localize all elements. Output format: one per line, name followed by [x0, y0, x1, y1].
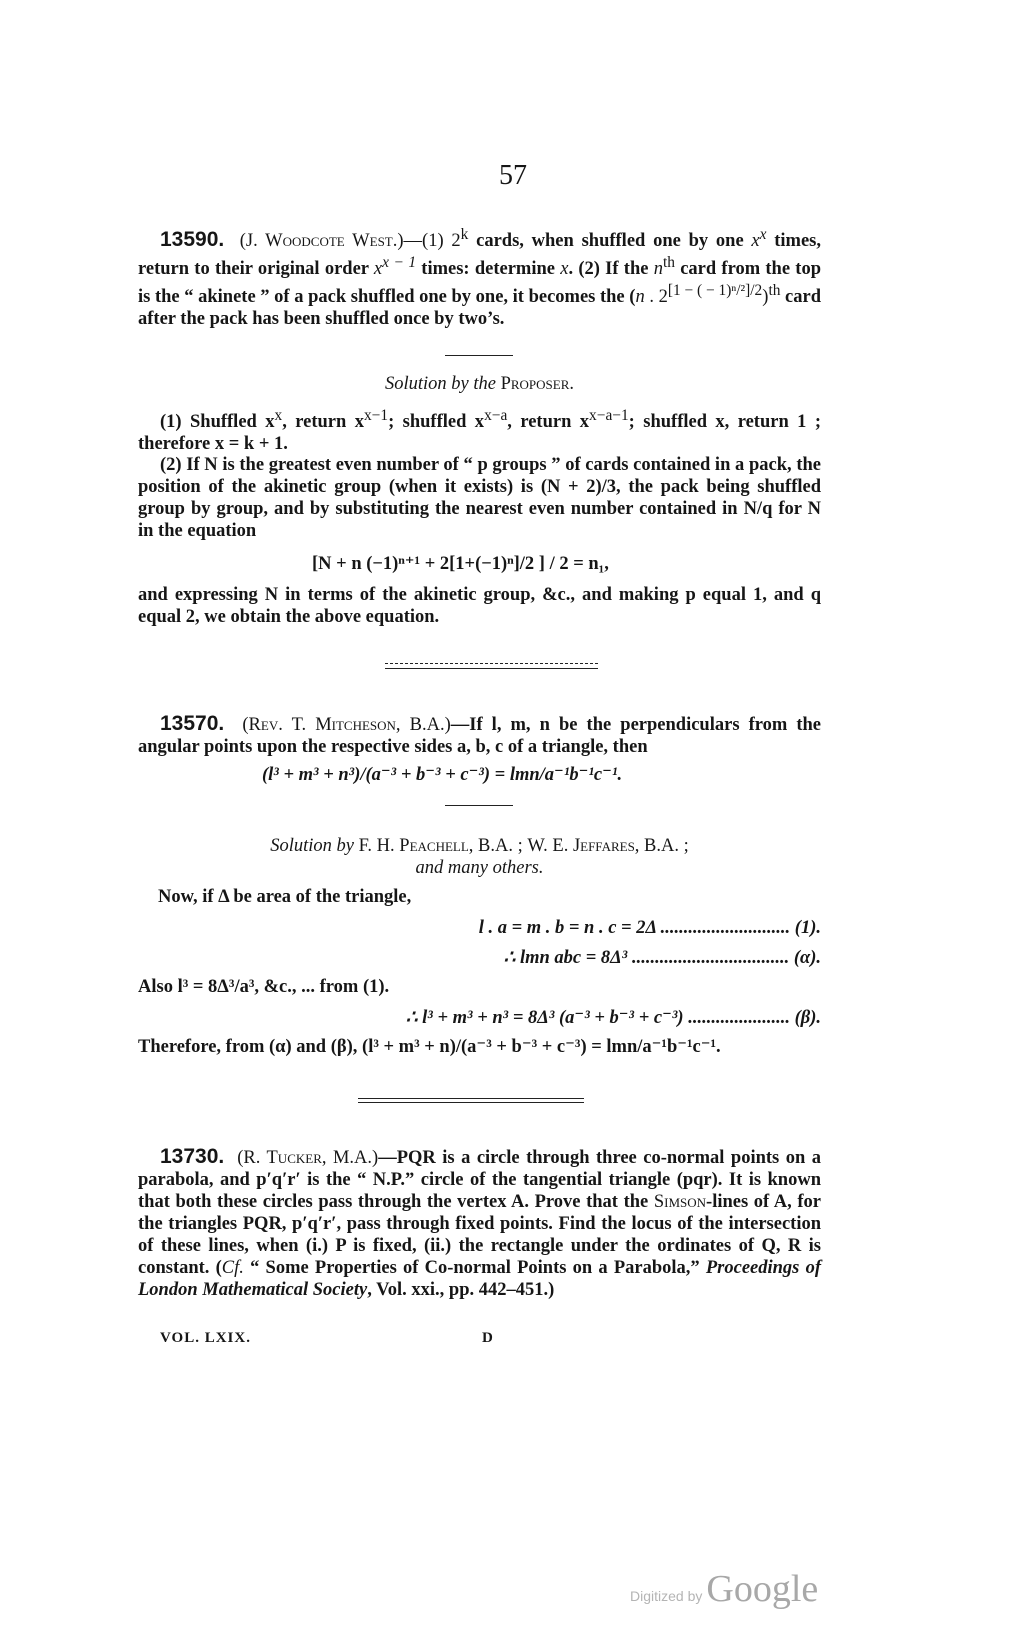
superscript: x−1 [363, 407, 389, 424]
math-var: x [560, 259, 569, 280]
problem-number: 13570. [160, 712, 225, 735]
problem-number: 13730. [160, 1145, 225, 1168]
text-run: “ Some Properties of Co-normal Points on a Parabola,” [243, 1258, 706, 1278]
separator: ; [679, 836, 689, 856]
signature-mark: D [482, 1330, 494, 1346]
superscript: [1 − ( − 1)ⁿ/²]/2 [667, 282, 763, 300]
text-run: card from the top is the “ akinete ” of a pack shuffled one by one, it becomes the ( [138, 259, 821, 308]
section-divider [385, 668, 598, 669]
equation-13590: [N + n (−1)ⁿ⁺¹ + 2[1+(−1)ⁿ]/2 ] / 2 = n₁, [312, 554, 609, 574]
solution-others: and many others. [415, 858, 544, 878]
superscript: x − 1 [382, 254, 417, 272]
paragraph: (2) If N is the greatest even number of “ p groups ” of cards contained in a pack, the position of the akinetic group (when it exists) is (N + 2)/3, the pack being shuffled group by group, and by substituting the nearest even number contained in N/q for N in the equation [138, 455, 821, 541]
page-number: 57 [499, 160, 527, 191]
solution-by-label: Solution by [270, 836, 359, 856]
text-run: , return x [282, 412, 364, 433]
superscript: x [274, 407, 283, 424]
superscript: k [460, 226, 469, 243]
text-run: times: determine [416, 259, 561, 280]
short-rule [445, 805, 513, 806]
solution-13570-intro: Now, if Δ be area of the triangle, [158, 887, 412, 907]
math-var: x [751, 231, 760, 252]
text-run: cards, when shuffled one by one [468, 231, 752, 252]
problem-author: (R. Tucker, M.A.) [237, 1148, 379, 1168]
equation-1: l . a = m . b = n . c = 2Δ ............................ (1). [478, 918, 821, 938]
short-rule [445, 355, 513, 356]
solution-13590-part2 [138, 454, 821, 542]
text-run: -lines of A, for the triangles PQR, p′q′r′, pass through fixed points. Find the locus of the intersection of these lines, when (i.) P is fixed, (ii.) the rectangle under the ordinates of Q, R is constant. ( [138, 1192, 821, 1278]
problem-author: (Rev. T. Mitcheson, B.A.) [242, 715, 451, 735]
superscript: th [662, 254, 675, 272]
solution-author: F. H. Peachell, B.A. [358, 836, 513, 856]
paragraph: and expressing N in terms of the akinetic group, &c., and making p equal 1, and q equal 2, we obtain the above equation. [138, 585, 821, 627]
problem-13570-statement [138, 713, 821, 758]
text-run: (1) Shuffled x [160, 412, 275, 433]
section-divider [358, 1098, 584, 1103]
text-run: Cf. [221, 1258, 244, 1278]
watermark-small-text: Digitized by [630, 1588, 703, 1604]
problem-number: 13590. [160, 228, 225, 252]
text-run: card after the pack has been shuffled once by two’s. [138, 287, 822, 330]
equation-13570: (l³ + m³ + n³)/(a⁻³ + b⁻³ + c⁻³) = lmn/a⁻¹b⁻¹c⁻¹. [262, 765, 623, 785]
solution-heading-13570 [138, 835, 821, 879]
text-run: —If l, m, n be the perpendiculars from the angular points upon the respective sides a, b, c of a triangle, then [138, 715, 822, 757]
text-run: , return x [507, 412, 590, 433]
text-run: ; shuffled x [388, 412, 485, 433]
solution-13570-also: Also l³ = 8Δ³/a³, &c., ... from (1). [138, 977, 390, 997]
problem-13590-statement [138, 224, 821, 330]
solution-by-label: Solution by the [384, 374, 501, 394]
superscript: x−a−1 [589, 407, 629, 424]
equation-alpha: ∴ lmn abc = 8Δ³ .................................. (α). [503, 948, 821, 968]
superscript: x−a [484, 407, 508, 424]
equation-beta: ∴ l³ + m³ + n³ = 8Δ³ (a⁻³ + b⁻³ + c⁻³) ...................... (β). [405, 1008, 821, 1028]
problem-13730-statement [138, 1146, 821, 1301]
text-run: Simson [653, 1192, 707, 1212]
digitized-watermark [630, 1567, 818, 1611]
text-run: —(1) 2 [403, 231, 461, 252]
math-var: n [635, 287, 645, 308]
text-run: ; shuffled x, return 1 ; therefore x = k + 1. [138, 412, 821, 455]
google-logo: Google [706, 1568, 819, 1610]
solution-13590-part1 [138, 405, 821, 455]
text-run: , Vol. xxi., pp. 442–451.) [367, 1280, 555, 1300]
solution-author: W. E. Jeffares, B.A. [527, 836, 680, 856]
superscript: th [768, 282, 781, 300]
math-var: x [373, 259, 383, 280]
math-var: n [653, 259, 663, 280]
solution-13590-conclusion [138, 584, 821, 628]
separator: ; [512, 836, 528, 856]
text-run: times, return to their original order [138, 231, 821, 280]
text-run: . 2 [644, 287, 668, 308]
journal-title: Proceedings of London Mathematical Society [138, 1258, 821, 1300]
text-run: ) [762, 287, 769, 308]
superscript: x [759, 226, 767, 243]
solution-13570-therefore: Therefore, from (α) and (β), (l³ + m³ + n)/(a⁻³ + b⁻³ + c⁻³) = lmn/a⁻¹b⁻¹c⁻¹. [138, 1037, 721, 1057]
solution-heading-13590 [138, 373, 821, 395]
volume-label: VOL. LXIX. [160, 1330, 251, 1346]
section-divider [385, 663, 598, 664]
problem-author: (J. Woodcote West.) [239, 231, 404, 252]
text-run: . (2) If the [568, 259, 654, 280]
solution-author: Proposer. [500, 374, 575, 394]
text-run: —PQR is a circle through three co-normal points on a parabola, and p′q′r′ is the “ N.P.” circle of the tangential triangle (pqr). It is known that both these circles pass through the vertex A. Prove that the [138, 1148, 821, 1212]
